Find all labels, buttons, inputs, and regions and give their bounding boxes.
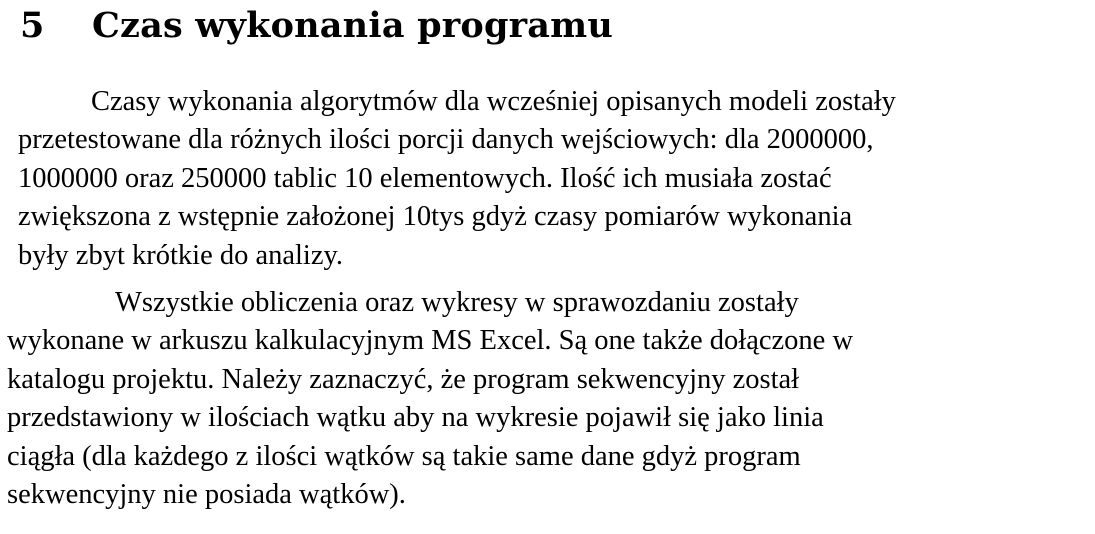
paragraph-line: były zbyt krótkie do analizy. [18,239,344,271]
paragraph-line: Wszystkie obliczenia oraz wykresy w sprawozdaniu zostały [115,287,799,318]
section-heading [20,2,613,50]
paragraph-2 [7,284,853,514]
paragraph-line: Czasy wykonania algorytmów dla wcześniej opisanych modeli zostały [91,86,896,117]
paragraph-line: wykonane w arkuszu kalkulacyjnym MS Excel. Są one także dołączone w [7,325,854,357]
paragraph-line: zwiększona z wstępnie założonej 10tys gdyż czasy pomiarów wykonania [18,201,853,233]
section-title: Czas wykonania programu [92,5,614,46]
paragraph-1 [18,83,896,275]
paragraph-line: ciągła (dla każdego z ilości wątków są takie same dane gdyż program [7,440,801,472]
paragraph-line: katalogu projektu. Należy zaznaczyć, że program sekwencyjny został [7,363,800,395]
paragraph-line: przedstawiony w ilościach wątku aby na wykresie pojawił się jako linia [7,402,824,434]
section-number: 5 [20,5,45,46]
paragraph-line: 1000000 oraz 250000 tablic 10 elementowych. Ilość ich musiała zostać [18,162,832,194]
paragraph-line: sekwencyjny nie posiada wątków). [7,479,406,511]
paragraph-line: przetestowane dla różnych ilości porcji danych wejściowych: dla 2000000, [18,124,874,156]
